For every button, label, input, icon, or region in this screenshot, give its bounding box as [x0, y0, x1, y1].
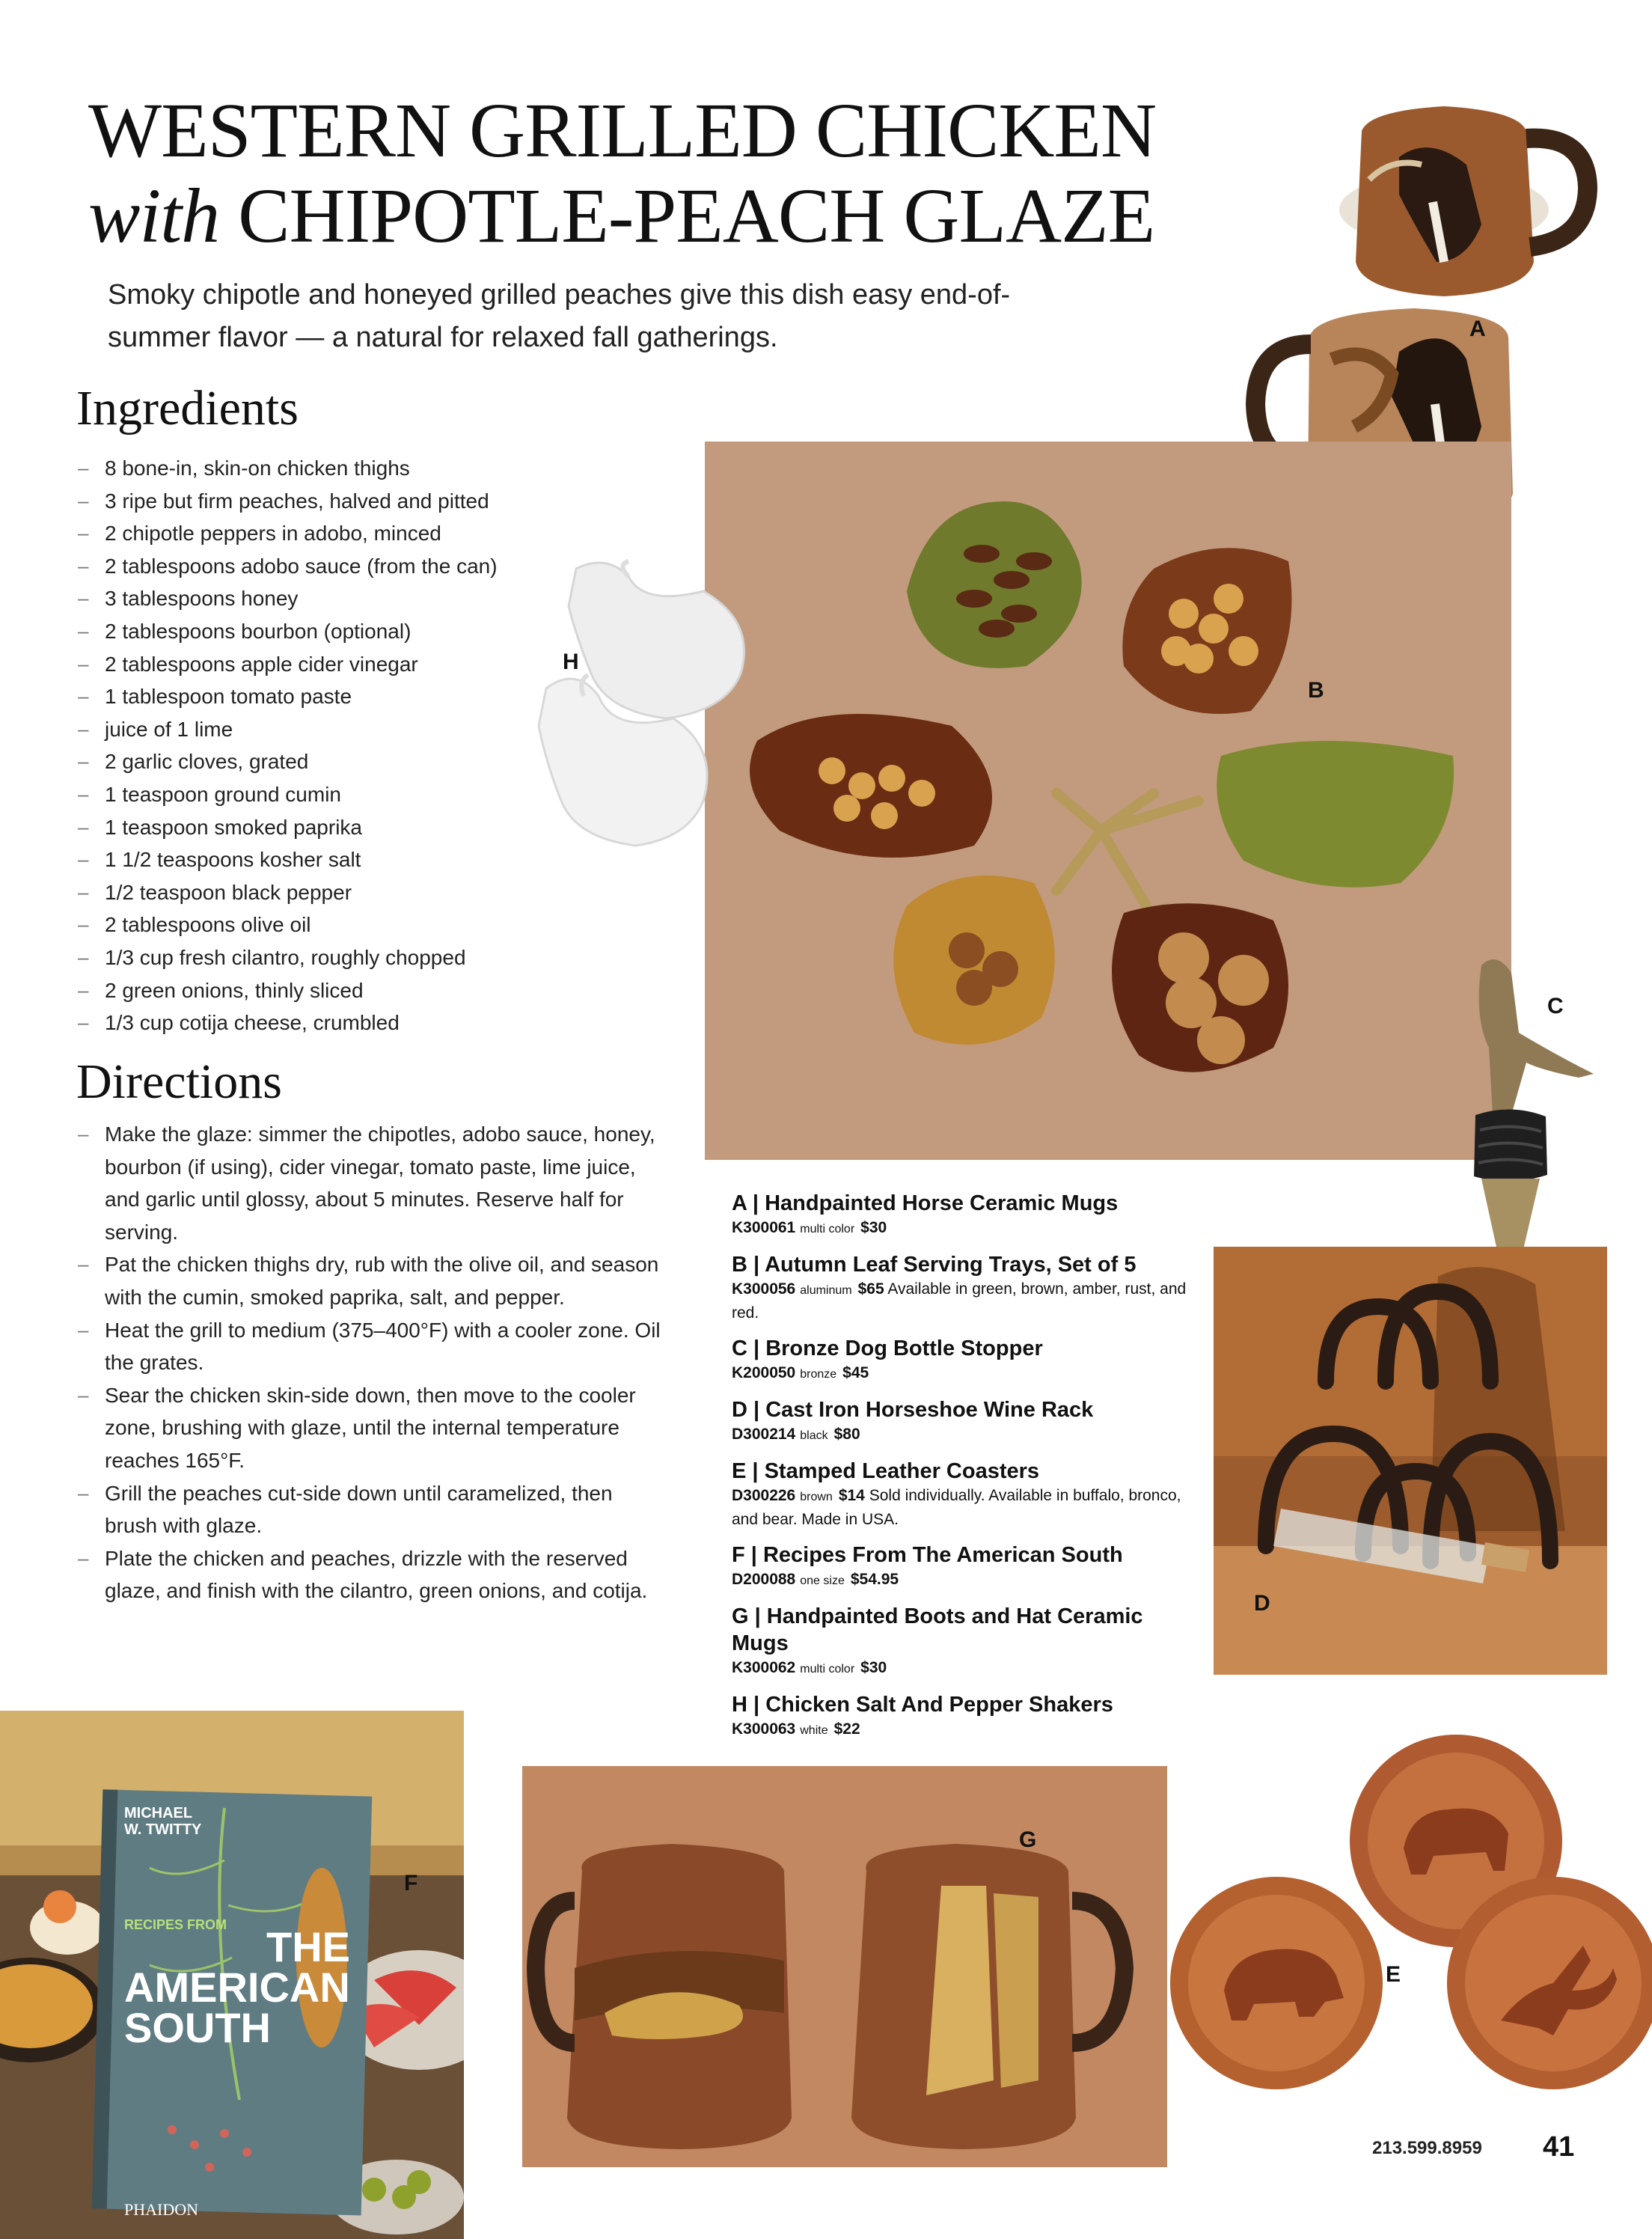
american-south-cookbook-image	[0, 1711, 464, 2239]
product-name: Stamped Leather Coasters	[764, 1459, 1040, 1483]
product-name: Cast Iron Horseshoe Wine Rack	[765, 1398, 1094, 1422]
product-caption	[732, 1335, 1196, 1386]
ingredients-list	[78, 452, 557, 1039]
product-sku: D300226	[732, 1487, 796, 1504]
wine-rack-illustration	[1214, 1247, 1607, 1675]
product-color: brown	[800, 1491, 833, 1503]
ingredient-item: – 1 tablespoon tomato paste	[78, 680, 557, 713]
product-sku: D200088	[732, 1571, 796, 1588]
product-meta	[732, 1657, 1196, 1681]
product-meta	[732, 1217, 1196, 1241]
product-name: Chicken Salt And Pepper Shakers	[765, 1693, 1113, 1717]
title-line-1: WESTERN GRILLED CHICKEN	[88, 88, 1157, 174]
title-line-2	[88, 173, 1155, 259]
product-name-line	[732, 1458, 1196, 1485]
coasters-illustration	[1164, 1721, 1652, 2095]
product-meta	[732, 1278, 1196, 1325]
directions-heading: Directions	[76, 1054, 282, 1109]
product-description: Sold individually. Available in buffalo, bronco, and bear. Made in USA.	[732, 1487, 1181, 1528]
product-letter: G |	[732, 1604, 761, 1628]
product-name-line	[732, 1542, 1196, 1568]
ingredient-item: – 2 tablespoons bourbon (optional)	[78, 615, 557, 648]
product-letter: D |	[732, 1398, 760, 1422]
product-letter: B |	[732, 1253, 760, 1277]
leather-coasters-image	[1164, 1721, 1652, 2095]
title-line-2-rest: CHIPOTLE-PEACH GLAZE	[238, 173, 1155, 259]
product-caption	[732, 1691, 1196, 1742]
page-title	[88, 88, 1157, 259]
product-sku: K300056	[732, 1280, 796, 1298]
product-letter: C |	[732, 1337, 760, 1360]
ingredients-heading: Ingredients	[76, 381, 299, 436]
book-author: MICHAEL W. TWITTY	[124, 1805, 202, 1838]
product-name: Bronze Dog Bottle Stopper	[765, 1337, 1043, 1360]
ingredient-item: – 2 tablespoons apple cider vinegar	[78, 648, 557, 681]
product-color: multi color	[800, 1223, 855, 1235]
ingredient-item: – 1/3 cup cotija cheese, crumbled	[78, 1007, 557, 1039]
product-meta	[732, 1423, 1196, 1447]
label-c: C	[1547, 994, 1564, 1018]
ingredient-item: – 1/2 teaspoon black pepper	[78, 876, 557, 909]
product-meta	[732, 1485, 1196, 1531]
ingredient-item: – 2 garlic cloves, grated	[78, 745, 557, 778]
label-h: H	[563, 650, 579, 674]
product-letter: E |	[732, 1459, 759, 1483]
product-name: Handpainted Boots and Hat Ceramic Mugs	[732, 1604, 1143, 1655]
ingredient-item: – 2 green onions, thinly sliced	[78, 974, 557, 1007]
product-name-line	[732, 1251, 1196, 1278]
bottle-stopper-illustration	[1429, 943, 1601, 1295]
book-title-south: SOUTH	[124, 2004, 271, 2051]
intro-text: Smoky chipotle and honeyed grilled peaches give this dish easy end-of-summer flavor — a natural for relaxed fall gatherings.	[108, 279, 1011, 353]
product-name: Recipes From The American South	[762, 1543, 1123, 1567]
product-caption	[732, 1458, 1196, 1531]
ingredient-item: – 1 teaspoon smoked paprika	[78, 811, 557, 844]
product-price: $30	[860, 1659, 887, 1676]
product-color: one size	[800, 1574, 845, 1587]
boots-hat-mugs-image	[522, 1766, 1167, 2167]
product-color: bronze	[800, 1368, 837, 1381]
product-color: black	[800, 1429, 828, 1442]
product-sku: K300062	[732, 1659, 796, 1676]
horseshoe-wine-rack-image	[1214, 1247, 1607, 1675]
product-color: aluminum	[800, 1284, 852, 1297]
product-caption	[732, 1251, 1196, 1325]
ingredient-item: – 2 tablespoons olive oil	[78, 908, 557, 941]
product-caption	[732, 1396, 1196, 1447]
phone-number: 213.599.8959	[1372, 2138, 1482, 2158]
dog-bottle-stopper-image	[1429, 943, 1601, 1295]
ingredient-item: – 8 bone-in, skin-on chicken thighs	[78, 452, 557, 485]
ingredient-item: – 1/3 cup fresh cilantro, roughly chopped	[78, 941, 557, 974]
label-b: B	[1308, 678, 1324, 703]
product-captions	[732, 1190, 1196, 1753]
product-price: $80	[833, 1426, 860, 1443]
product-name-line	[732, 1603, 1196, 1657]
product-letter: H |	[732, 1693, 760, 1717]
product-letter: F |	[732, 1543, 757, 1567]
leaf-trays-illustration	[705, 442, 1511, 1160]
product-name-line	[732, 1190, 1196, 1217]
ingredient-item: – 3 tablespoons honey	[78, 582, 557, 615]
title-italic-word: with	[88, 173, 220, 259]
product-caption	[732, 1542, 1196, 1592]
product-sku: D300214	[732, 1426, 796, 1443]
ingredient-item: – juice of 1 lime	[78, 713, 557, 746]
product-price: $54.95	[850, 1571, 899, 1588]
product-price: $45	[842, 1364, 869, 1381]
label-e: E	[1386, 1962, 1401, 1987]
direction-step: – Sear the chicken skin-side down, then move to the cooler zone, brushing with glaze, until the internal temperature reaches 165°F.	[78, 1379, 661, 1477]
book-title-american: AMERICAN	[124, 1964, 350, 2011]
book-cover-text	[124, 1805, 364, 2219]
product-meta	[732, 1362, 1196, 1386]
label-g: G	[1019, 1827, 1037, 1852]
product-name: Autumn Leaf Serving Trays, Set of 5	[765, 1253, 1136, 1277]
product-name-line	[732, 1396, 1196, 1423]
product-meta	[732, 1568, 1196, 1592]
direction-step: – Heat the grill to medium (375–400°F) with a cooler zone. Oil the grates.	[78, 1314, 661, 1379]
product-letter: A |	[732, 1191, 759, 1215]
product-meta	[732, 1718, 1196, 1742]
direction-step: – Pat the chicken thighs dry, rub with the olive oil, and season with the cumin, smoked paprika, salt, and pepper.	[78, 1248, 661, 1313]
book-recipes-from: RECIPES FROM	[124, 1917, 227, 1932]
direction-step: – Grill the peaches cut-side down until caramelized, then brush with glaze.	[78, 1477, 661, 1542]
ingredient-item: – 3 ripe but firm peaches, halved and pitted	[78, 485, 557, 518]
direction-step: – Make the glaze: simmer the chipotles, adobo sauce, honey, bourbon (if using), cider vinegar, tomato paste, lime juice, and garlic until glossy, about 5 minutes. Reserve half for serving.	[78, 1118, 661, 1248]
product-description: Available in green, brown, amber, rust, and red.	[732, 1280, 1187, 1322]
ingredient-item: – 2 tablespoons adobo sauce (from the can)	[78, 550, 557, 583]
product-sku: K200050	[732, 1364, 796, 1381]
product-caption	[732, 1190, 1196, 1241]
product-sku: K300061	[732, 1219, 796, 1236]
ingredient-item: – 2 chipotle peppers in adobo, minced	[78, 517, 557, 550]
ingredient-item: – 1 teaspoon ground cumin	[78, 778, 557, 811]
label-f: F	[404, 1871, 418, 1896]
product-color: white	[800, 1724, 828, 1737]
leaf-trays-image	[705, 442, 1511, 1160]
chicken-shakers-illustration	[516, 546, 771, 876]
product-price: $14	[838, 1487, 865, 1504]
product-name-line	[732, 1691, 1196, 1718]
product-name-line	[732, 1335, 1196, 1362]
label-d: D	[1254, 1591, 1270, 1616]
ingredient-item: – 1 1/2 teaspoons kosher salt	[78, 843, 557, 876]
product-price: $22	[833, 1720, 860, 1738]
product-color: multi color	[800, 1663, 855, 1676]
page-number: 41	[1543, 2131, 1575, 2163]
book-publisher: PHAIDON	[124, 2200, 198, 2219]
direction-step: – Plate the chicken and peaches, drizzle with the reserved glaze, and finish with the cilantro, green onions, and cotija.	[78, 1542, 661, 1607]
product-price: $30	[860, 1219, 887, 1236]
product-sku: K300063	[732, 1720, 796, 1738]
boots-hat-mugs-illustration	[522, 1766, 1167, 2167]
product-name: Handpainted Horse Ceramic Mugs	[765, 1191, 1119, 1215]
chicken-shakers-image	[516, 546, 771, 876]
product-price: $65	[857, 1280, 884, 1298]
directions-list	[78, 1118, 661, 1607]
product-caption	[732, 1603, 1196, 1681]
label-a: A	[1469, 317, 1486, 341]
book-title-the: THE	[266, 1923, 350, 1970]
